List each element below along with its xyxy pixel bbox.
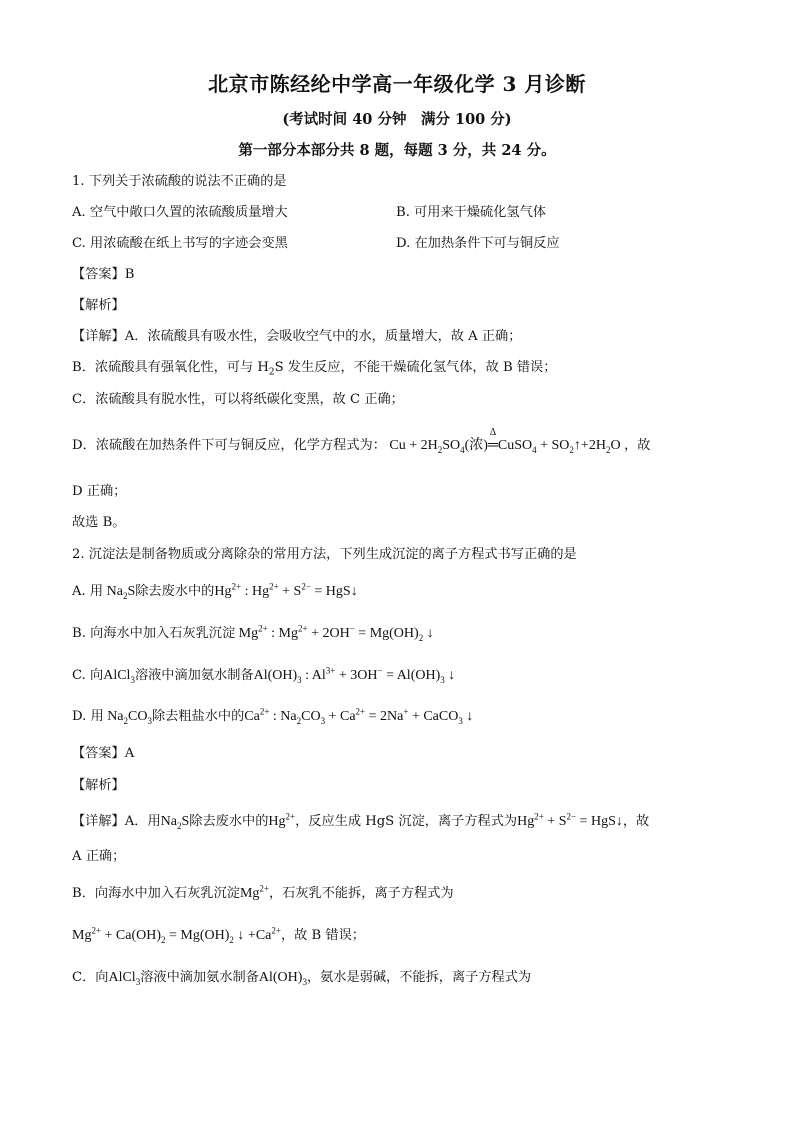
q1-conclusion: 故选 B。 <box>72 515 126 530</box>
q2-option-a: A. 用 $Na_2S$除去废水中的$Hg^{2+}$ : $Hg^{2+} + S^{2-}$ = HgS↓ <box>72 581 358 601</box>
q1-detail-d: D．浓硫酸在加热条件下可与铜反应，化学方程式为： $Cu + 2H_2SO_4$(浓) Δ ═CuSO$_4$ + $SO_2↑+2H_2O$ ，故 <box>72 427 651 455</box>
q2-detail-a: 【详解】A．用$Na_2S$除去废水中的$Hg^{2+}$，反应生成 HgS 沉淀，离子方程式为$Hg^{2+} + S^{2-}$ = HgS↓，故 <box>72 811 650 831</box>
q1-option-a: A. 空气中敞口久置的浓硫酸质量增大 <box>72 205 288 220</box>
q2-answer: 【答案】A <box>72 746 135 761</box>
q2-analysis-label: 【解析】 <box>72 778 125 793</box>
exam-title: 北京市陈经纶中学高一年级化学 3 月诊断 <box>208 72 586 96</box>
q1-option-d: D. 在加热条件下可与铜反应 <box>396 236 560 251</box>
q2-detail-b: B．向海水中加入石灰乳沉淀$Mg^{2+}$，石灰乳不能拆，离子方程式为 <box>72 883 454 901</box>
q2-option-c: C. 向AlCl$_3$溶液中滴加氨水制备$Al(OH)_3$ : $Al^{3+} + 3OH^- = Al(OH)_3$ ↓ <box>72 665 456 685</box>
q2-stem: 2. 沉淀法是制备物质或分离除杂的常用方法，下列生成沉淀的离子方程式书写正确的是 <box>72 547 577 562</box>
q1-option-c: C. 用浓硫酸在纸上书写的字迹会变黑 <box>72 236 288 251</box>
q1-option-b: B. 可用来干燥硫化氢气体 <box>396 205 546 220</box>
q1-answer: 【答案】B <box>72 267 135 282</box>
exam-subtitle: (考试时间 40 分钟 满分 100 分) <box>282 111 512 128</box>
section-heading: 第一部分本部分共 8 题，每题 3 分，共 24 分。 <box>238 142 556 159</box>
q2-detail-c: C．向AlCl$_3$溶液中滴加氨水制备$Al(OH)_3$，氨水是弱碱，不能拆，离子方程式为 <box>72 970 532 987</box>
q2-detail-b-equation: $Mg^{2+} + Ca(OH)_2 = Mg(OH)_2$ ↓ $+Ca^{2+}$，故 B 错误； <box>72 925 365 945</box>
q1-detail-a: 【详解】A．浓硫酸具有吸水性，会吸收空气中的水，质量增大，故 A 正确； <box>72 329 522 344</box>
q2-detail-a-cont: A 正确； <box>72 849 126 864</box>
q2-option-d: D. 用 $Na_2CO_3$除去粗盐水中的$Ca^{2+}$ : $Na_2CO_3 + Ca^{2+} = 2Na^+$ + CaCO$_3$ ↓ <box>72 706 474 726</box>
q2-option-b: B. 向海水中加入石灰乳沉淀 $Mg^{2+}$ : $Mg^{2+} + 2OH^- = Mg(OH)_2$ ↓ <box>72 623 434 643</box>
q1-detail-c: C．浓硫酸具有脱水性，可以将纸碳化变黑，故 C 正确； <box>72 392 404 407</box>
q1-detail-b: B．浓硫酸具有强氧化性，可与 $H_2S$ 发生反应，不能干燥硫化氢气体，故 B 错误； <box>72 360 557 378</box>
q1-stem: 1. 下列关于浓硫酸的说法不正确的是 <box>72 174 287 189</box>
q1-detail-d-cont: D 正确； <box>72 484 127 499</box>
q1-equation: $Cu + 2H_2SO_4$(浓) Δ ═CuSO$_4$ + $SO_2↑+2H_2O$ <box>385 427 625 455</box>
q1-analysis-label: 【解析】 <box>72 298 125 313</box>
